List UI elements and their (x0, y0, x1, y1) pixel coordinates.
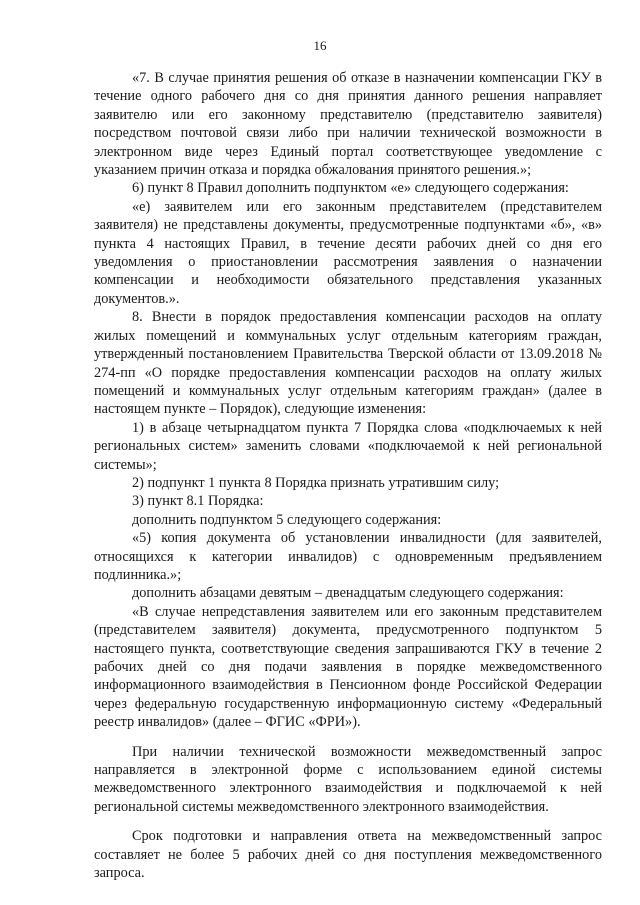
paragraph: дополнить абзацами девятым – двенадцатым следующего содержания: (132, 585, 564, 602)
page-number: 16 (313, 38, 327, 53)
paragraph: При наличии технической возможности межведомственный запрос направляется в электронной форме с использованием единой системы межведомственного электронного взаимодействия и подключаемой к ней региональной системы межведомственного электронного взаимодействия. (94, 743, 602, 815)
document-body (94, 69, 602, 882)
paragraph: 6) пункт 8 Правил дополнить подпунктом «е» следующего содержания: (132, 180, 569, 197)
paragraph: 8. Внести в порядок предоставления компенсации расходов на оплату жилых помещений и коммунальных услуг отдельным категориям граждан, утвержденный постановлением Правительства Тверской области от 13.09.2018 № 274-пп «О порядке предоставления компенсации расходов на оплату жилых помещений и коммунальных услуг отдельным категориям граждан» (далее в настоящем пункте – Порядок), следующие изменения: (94, 309, 602, 418)
paragraph: «В случае непредставления заявителем или его законным представителем (представителем заявителя) документа, предусмотренного подпунктом 5 настоящего пункта, соответствующие сведения запрашиваются ГКУ в течение 2 рабочих дней со дня подачи заявления в порядке межведомственного информационного взаимодействия в Пенсионном фонде Российской Федерации через федеральную государственную информационную систему «Федеральный реестр инвалидов» (далее – ФГИС «ФРИ»). (94, 603, 602, 731)
paragraph: «е) заявителем или его законным представителем (представителем заявителя) не представлены документы, предусмотренные подпунктами «б», «в» пункта 4 настоящих Правил, в течение десяти рабочих дней со дня его уведомления о приостановлении рассмотрения заявления о назначении компенсации и необходимости обязательного представления указанных документов.». (94, 198, 602, 307)
paragraph: 2) подпункт 1 пункта 8 Порядка признать утратившим силу; (132, 474, 500, 491)
paragraph: «5) копия документа об установлении инвалидности (для заявителей, относящихся к категории инвалидов) с одновременным предъявлением подлинника.»; (94, 530, 602, 583)
paragraph: дополнить подпунктом 5 следующего содержания: (132, 511, 442, 528)
paragraph: «7. В случае принятия решения об отказе в назначении компенсации ГКУ в течение одного рабочего дня со дня принятия данного решения направляет заявителю или его законному представителю (представителю заявителя) посредством почтовой связи либо при наличии технической возможности в электронном виде через Единый портал соответствующее уведомление с указанием причин отказа и порядка обжалования принятого решения.»; (94, 70, 602, 179)
paragraph: 3) пункт 8.1 Порядка: (132, 493, 264, 510)
paragraph: Срок подготовки и направления ответа на межведомственный запрос составляет не более 5 рабочих дней со дня поступления межведомственного запроса. (94, 828, 602, 882)
paragraph: 1) в абзаце четырнадцатом пункта 7 Порядка слова «подключаемых к ней региональных систем» заменить словами «подключаемой к ней региональной системы»; (94, 419, 602, 473)
